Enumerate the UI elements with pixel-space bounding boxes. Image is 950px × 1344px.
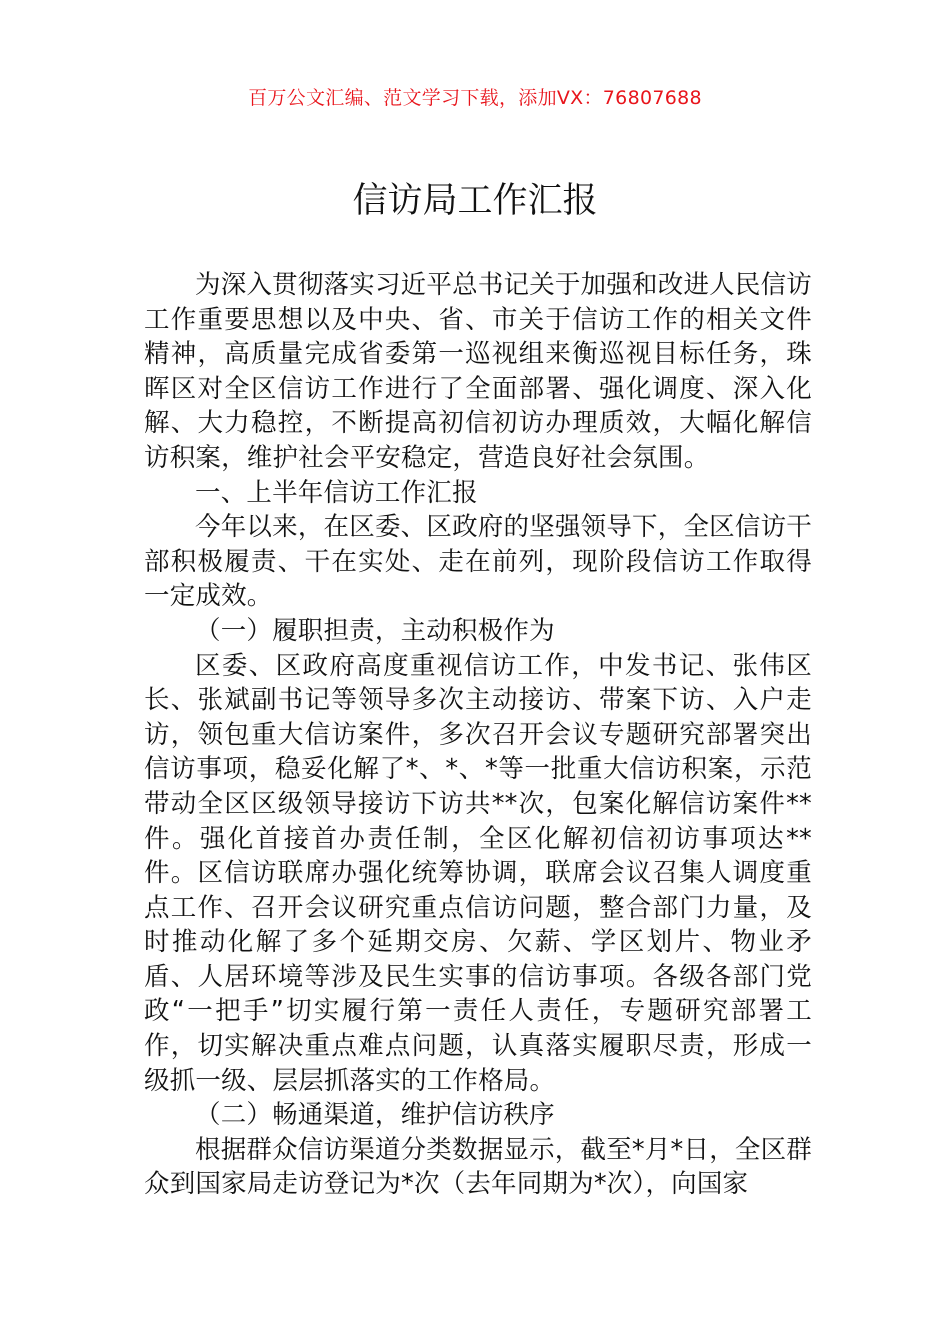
document-body bbox=[144, 268, 812, 1202]
subsection-paragraph-1: 区委、区政府高度重视信访工作，中发书记、张伟区长、张斌副书记等领导多次主动接访、带案下访、入户走访，领包重大信访案件，多次召开会议专题研究部署突出信访事项，稳妥化解了*、*、*等一批重大信访积案，示范带动全区区级领导接访下访共**次，包案化解信访案件**件。强化首接首办责任制，全区化解初信初访事项达**件。区信访联席办强化统筹协调，联席会议召集人调度重点工作、召开会议研究重点信访问题，整合部门力量，及时推动化解了多个延期交房、欠薪、学区划片、物业矛盾、人居环境等涉及民生实事的信访事项。各级各部门党政“一把手”切实履行第一责任人责任，专题研究部署工作，切实解决重点难点问题，认真落实履职尽责，形成一级抓一级、层层抓落实的工作格局。 bbox=[144, 650, 812, 1096]
subsection-heading-2: （二）畅通渠道，维护信访秩序 bbox=[195, 1100, 555, 1131]
header-banner: 百万公文汇编、范文学习下载，添加VX：76807688 bbox=[248, 87, 702, 109]
section-heading-1: 一、上半年信访工作汇报 bbox=[195, 477, 478, 508]
subsection-heading-1: （一）履职担责，主动积极作为 bbox=[195, 615, 555, 646]
subsection-paragraph-2: 根据群众信访渠道分类数据显示，截至*月*日，全区群众到国家局走访登记为*次（去年同期为*次），向国家 bbox=[144, 1134, 813, 1200]
intro-paragraph: 为深入贯彻落实习近平总书记关于加强和改进人民信访工作重要思想以及中央、省、市关于信访工作的相关文件精神，高质量完成省委第一巡视组来衡巡视目标任务，珠晖区对全区信访工作进行了全面部署、强化调度、深入化解、大力稳控，不断提高初信初访办理质效，大幅化解信访积案，维护社会平安稳定，营造良好社会氛围。 bbox=[144, 270, 812, 473]
section-paragraph-1: 今年以来，在区委、区政府的坚强领导下，全区信访干部积极履责、干在实处、走在前列，现阶段信访工作取得一定成效。 bbox=[144, 512, 812, 612]
document-title: 信访局工作汇报 bbox=[352, 181, 598, 221]
